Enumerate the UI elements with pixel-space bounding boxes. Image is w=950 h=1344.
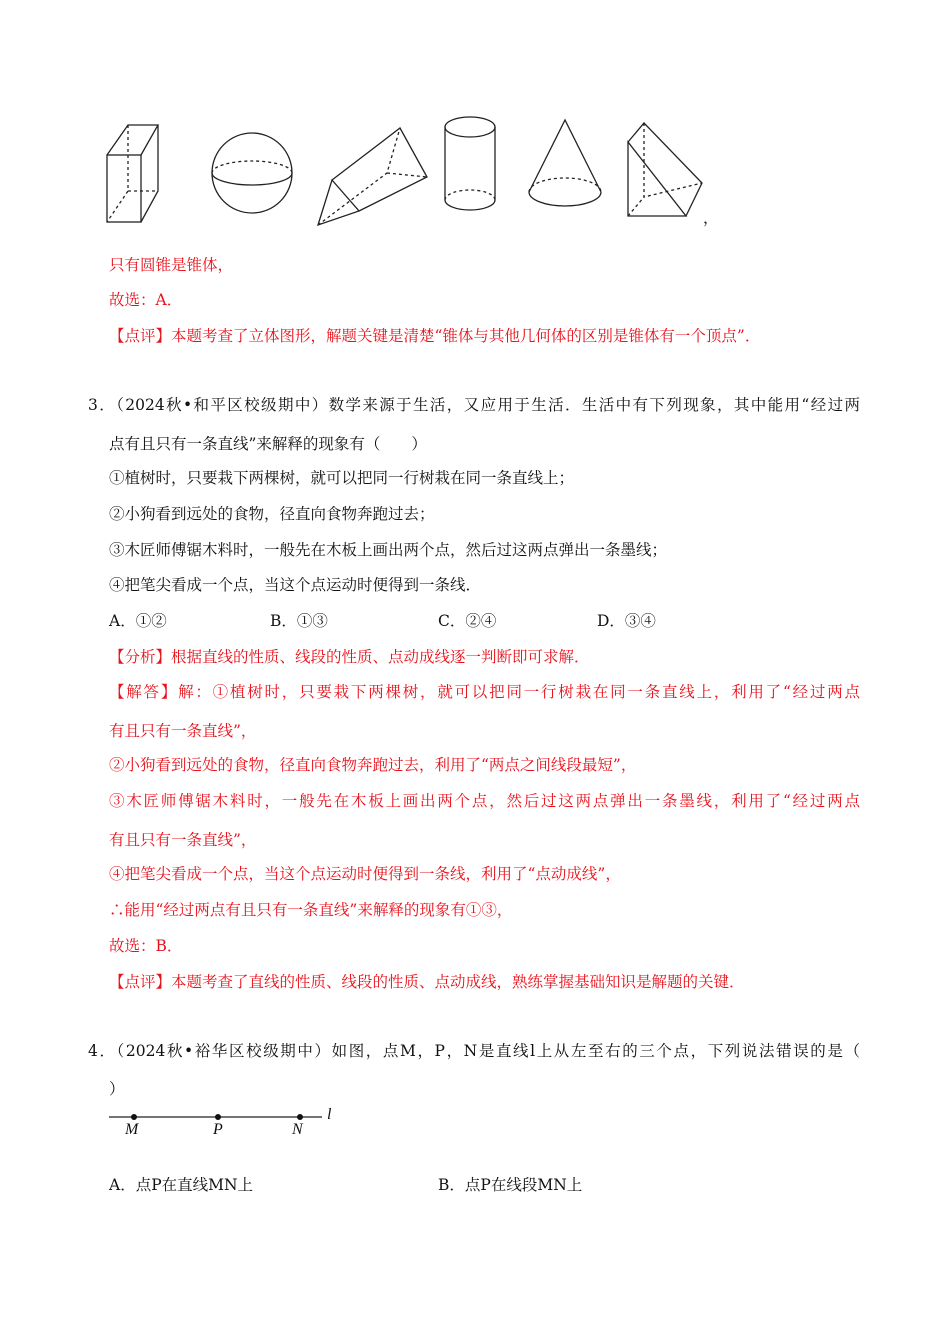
triangular-prism-figure (318, 128, 427, 225)
option-a: A．①② (109, 612, 167, 630)
solution-line: ③木匠师傅锯木料时，一般先在木板上画出两个点，然后过这两点弹出一条墨线，利用了“经过两点 (109, 792, 860, 810)
cone-figure (529, 120, 601, 206)
point-n (297, 1114, 303, 1120)
question-3-stem-cont: 点有且只有一条直线”来解释的现象有（ ） (109, 435, 427, 453)
option-c: C．②④ (438, 612, 497, 630)
statement-4: ④把笔尖看成一个点，当这个点运动时便得到一条线． (109, 576, 482, 594)
right-prism-figure (628, 123, 702, 216)
cuboid-figure (107, 125, 158, 222)
comment-text: 【点评】本题考查了立体图形，解题关键是清楚“锥体与其他几何体的区别是锥体有一个顶点”． (109, 327, 761, 345)
question-4-stem-cont: ） (109, 1080, 125, 1098)
option-d: D．③④ (597, 612, 656, 630)
analysis-text: 【分析】根据直线的性质、线段的性质、点动成线逐一判断即可求解． (109, 648, 590, 666)
figure-comma: ， (703, 209, 719, 227)
question-3-stem: 3．（2024秋•和平区校级期中）数学来源于生活，又应用于生活．生活中有下列现象，其中能用“经过两 (88, 396, 860, 414)
option-a: A．点P在直线MN上 (109, 1176, 254, 1194)
solution-line: 【解答】解：①植树时，只要栽下两棵树，就可以把同一行树栽在同一条直线上，利用了“经过两点 (109, 683, 860, 701)
solution-line: ②小狗看到远处的食物，径直向食物奔跑过去，利用了“两点之间线段最短”， (109, 756, 637, 774)
option-b: B．点P在线段MN上 (438, 1176, 583, 1194)
sphere-figure (212, 133, 292, 213)
solid-figures (0, 0, 950, 260)
statement-2: ②小狗看到远处的食物，径直向食物奔跑过去； (109, 505, 435, 523)
statement-3: ③木匠师傅锯木料时，一般先在木板上画出两个点，然后过这两点弹出一条墨线； (109, 541, 668, 559)
label-l: l (327, 1106, 332, 1123)
answer-text: 故选：B． (109, 937, 183, 955)
solution-line: 有且只有一条直线”， (109, 722, 257, 740)
option-b: B．①③ (270, 612, 328, 630)
comment-text: 【点评】本题考查了直线的性质、线段的性质、点动成线，熟练掌握基础知识是解题的关键． (109, 973, 745, 991)
question-4-stem: 4．（2024秋•裕华区校级期中）如图，点M，P，N是直线l上从左至右的三个点，下列说法错误的是（ (88, 1042, 860, 1060)
label-m: M (125, 1121, 139, 1138)
solution-line: 有且只有一条直线”， (109, 831, 257, 849)
statement-1: ①植树时，只要栽下两棵树，就可以把同一行树栽在同一条直线上； (109, 469, 575, 487)
point-p (215, 1114, 221, 1120)
cylinder-figure (445, 117, 495, 210)
conclusion-text: 只有圆锥是锥体， (109, 256, 234, 274)
label-n: N (292, 1121, 303, 1138)
label-p: P (213, 1121, 223, 1138)
answer-text: 故选：A． (109, 291, 183, 309)
solution-line: ④把笔尖看成一个点，当这个点运动时便得到一条线，利用了“点动成线”， (109, 865, 621, 883)
point-m (131, 1114, 137, 1120)
solution-line: ∴能用“经过两点有且只有一条直线”来解释的现象有①③， (109, 901, 513, 919)
